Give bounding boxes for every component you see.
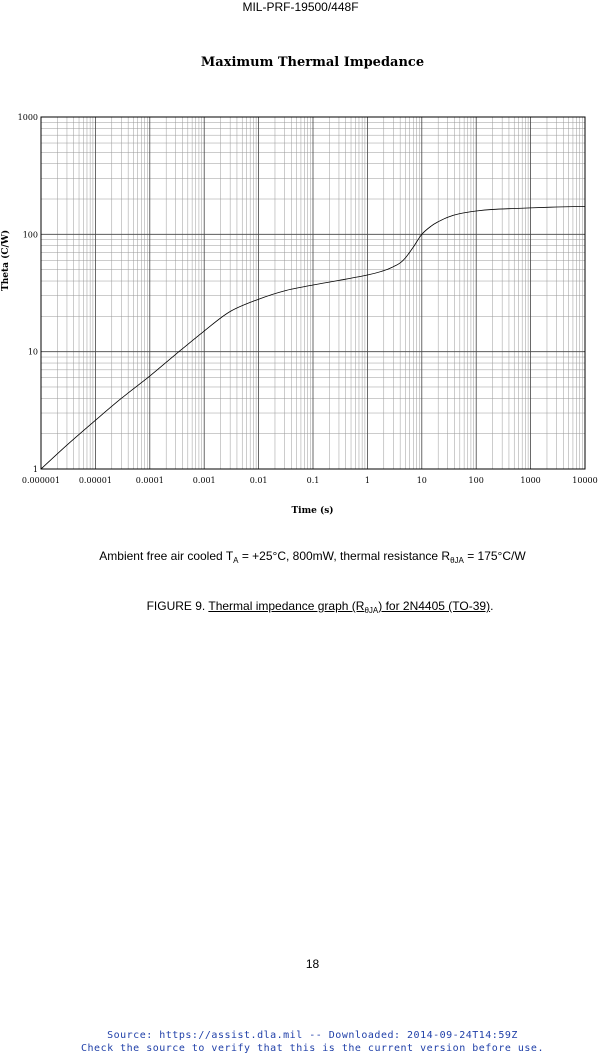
x-tick-label: 0.00001: [78, 476, 112, 485]
x-tick-label: 0.0001: [135, 476, 164, 485]
x-tick-label: 0.1: [306, 476, 320, 485]
figure-title: [208, 599, 490, 613]
figure-number: FIGURE 9.: [146, 599, 209, 613]
y-tick-label: 10: [27, 347, 38, 357]
figure-caption: [0, 598, 601, 614]
test-conditions-caption: [0, 548, 601, 564]
figure-title-text-1: Thermal impedance graph (R: [208, 599, 365, 613]
y-tick-label: 100: [22, 230, 38, 240]
caption-subscript-a: A: [233, 556, 239, 565]
x-tick-label: 10: [416, 476, 427, 485]
x-tick-label: 1000: [520, 476, 541, 485]
figure-title-text-2: ) for 2N4405 (TO-39): [378, 599, 491, 613]
page-number: 18: [305, 957, 320, 971]
verify-line: Check the source to verify that this is the current version before use.: [81, 1043, 544, 1054]
y-tick-label: 1: [32, 465, 38, 474]
x-tick-labels: [22, 476, 598, 485]
figure-title-subscript: θJA: [364, 606, 379, 615]
caption-text-3: = 175°C/W: [463, 549, 526, 563]
x-tick-label: 10000: [572, 476, 598, 485]
y-tick-label: 1000: [17, 113, 38, 122]
source-footer: [0, 1029, 601, 1055]
thermal-impedance-chart: [0, 100, 601, 500]
major-grid: [41, 117, 585, 469]
source-line: Source: https://assist.dla.mil -- Downloaded: 2014-09-24T14:59Z: [107, 1030, 518, 1041]
caption-subscript-theta-ja: θJA: [450, 556, 464, 565]
x-tick-label: 0.001: [192, 476, 216, 485]
y-axis-label: Theta (C/W): [1, 229, 11, 291]
caption-text-1: Ambient free air cooled T: [99, 549, 234, 563]
y-tick-labels: [18, 113, 38, 474]
chart-title: Maximum Thermal Impedance: [200, 55, 425, 70]
x-tick-label: 100: [468, 476, 484, 485]
x-axis-label: Time (s): [291, 506, 334, 516]
document-id-header: MIL-PRF-19500/448F: [242, 0, 359, 14]
x-tick-label: 0.000001: [21, 476, 61, 485]
figure-period: .: [490, 599, 494, 613]
x-tick-label: 1: [364, 476, 370, 485]
caption-text-2: = +25°C, 800mW, thermal resistance R: [238, 549, 451, 563]
x-tick-label: 0.01: [249, 476, 268, 485]
